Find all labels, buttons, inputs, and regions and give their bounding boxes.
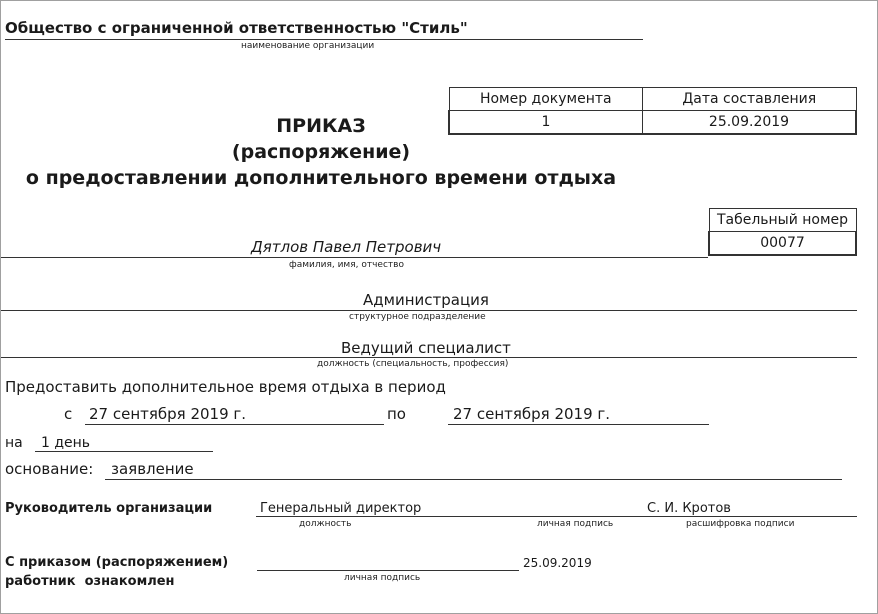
tab-number-value: 00077 <box>709 232 856 256</box>
employee-position: Ведущий специалист <box>341 339 511 357</box>
period-from-label: с <box>64 405 73 423</box>
head-signature-caption: личная подпись <box>537 519 614 529</box>
document-date: 25.09.2019 <box>643 111 856 135</box>
basis-value: заявление <box>111 460 194 478</box>
acquainted-date: 25.09.2019 <box>523 556 592 570</box>
position-underline <box>1 357 857 358</box>
title-line-3: о предоставлении дополнительного времени отдыха <box>25 167 617 189</box>
title-line-1: ПРИКАЗ <box>276 115 366 137</box>
organization-name: Общество с ограниченной ответственностью "Стиль" <box>5 19 468 37</box>
basis-label: основание: <box>5 460 94 478</box>
duration-underline <box>35 451 213 452</box>
period-to: 27 сентября 2019 г. <box>453 405 611 423</box>
duration-label: на <box>5 435 23 451</box>
employee-name: Дятлов Павел Петрович <box>251 238 442 256</box>
employee-name-underline <box>1 257 708 258</box>
acquainted-label-line-1: С приказом (распоряжением) <box>5 555 229 570</box>
department-underline <box>1 310 857 311</box>
tab-number-header: Табельный номер <box>709 209 856 232</box>
period-intro: Предоставить дополнительное время отдыха в период <box>5 378 446 396</box>
document-date-header: Дата составления <box>643 88 856 111</box>
organization-caption: наименование организации <box>241 41 375 51</box>
period-to-underline <box>448 424 709 425</box>
acquainted-label-line-2: работник ознакомлен <box>5 574 175 589</box>
period-from: 27 сентября 2019 г. <box>89 405 247 423</box>
document-number-header: Номер документа <box>449 88 643 111</box>
head-position: Генеральный директор <box>260 501 422 516</box>
position-caption: должность (специальность, профессия) <box>317 359 509 369</box>
acquainted-signature-caption: личная подпись <box>344 573 421 583</box>
employee-name-caption: фамилия, имя, отчество <box>289 260 404 270</box>
document-number: 1 <box>449 111 643 135</box>
period-from-underline <box>85 424 384 425</box>
head-underline <box>256 516 857 517</box>
tab-number-table <box>708 208 857 256</box>
title-line-2: (распоряжение) <box>231 141 411 163</box>
organization-underline <box>5 39 643 40</box>
duration-value: 1 день <box>41 435 91 451</box>
head-label: Руководитель организации <box>5 501 213 516</box>
employee-department: Администрация <box>363 291 489 309</box>
head-name: С. И. Кротов <box>647 501 731 516</box>
department-caption: структурное подразделение <box>349 312 486 322</box>
head-position-caption: должность <box>299 519 352 529</box>
period-to-label: по <box>387 405 406 423</box>
order-title <box>1 113 641 191</box>
basis-underline <box>105 479 842 480</box>
head-name-caption: расшифровка подписи <box>686 519 795 529</box>
acquainted-signature-underline <box>257 570 519 571</box>
